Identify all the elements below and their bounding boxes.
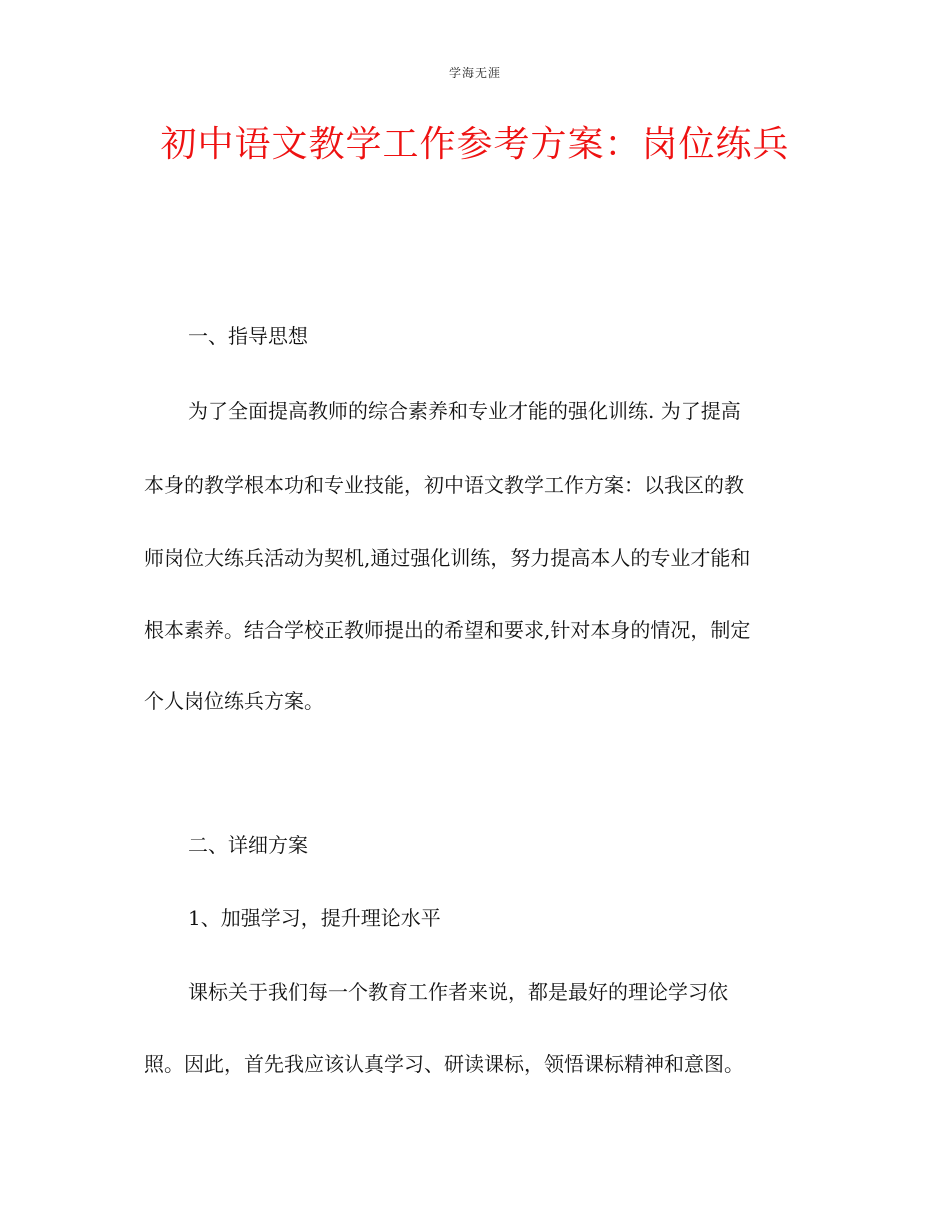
paragraph-line: 照。因此，首先我应该认真学习、研读课标，领悟课标精神和意图。 (144, 1052, 744, 1076)
section-heading: 一、指导思想 (188, 324, 308, 348)
page-header: 学海无涯 (448, 66, 501, 80)
paragraph-line: 个人岗位练兵方案。 (144, 689, 324, 713)
paragraph-line: 课标关于我们每一个教育工作者来说，都是最好的理论学习依 (188, 980, 728, 1004)
paragraph-line: 为了全面提高教师的综合素养和专业才能的强化训练. 为了提高 (188, 399, 741, 423)
document-title: 初中语文教学工作参考方案：岗位练兵 (160, 124, 790, 165)
subsection-heading: 1、加强学习，提升理论水平 (188, 906, 441, 930)
section-heading: 二、详细方案 (188, 833, 308, 857)
paragraph-line: 根本素养。结合学校正教师提出的希望和要求,针对本身的情况，制定 (144, 618, 751, 642)
paragraph-line: 本身的教学根本功和专业技能，初中语文教学工作方案：以我区的教 (144, 473, 744, 497)
paragraph-line: 师岗位大练兵活动为契机,通过强化训练，努力提高本人的专业才能和 (144, 546, 751, 570)
